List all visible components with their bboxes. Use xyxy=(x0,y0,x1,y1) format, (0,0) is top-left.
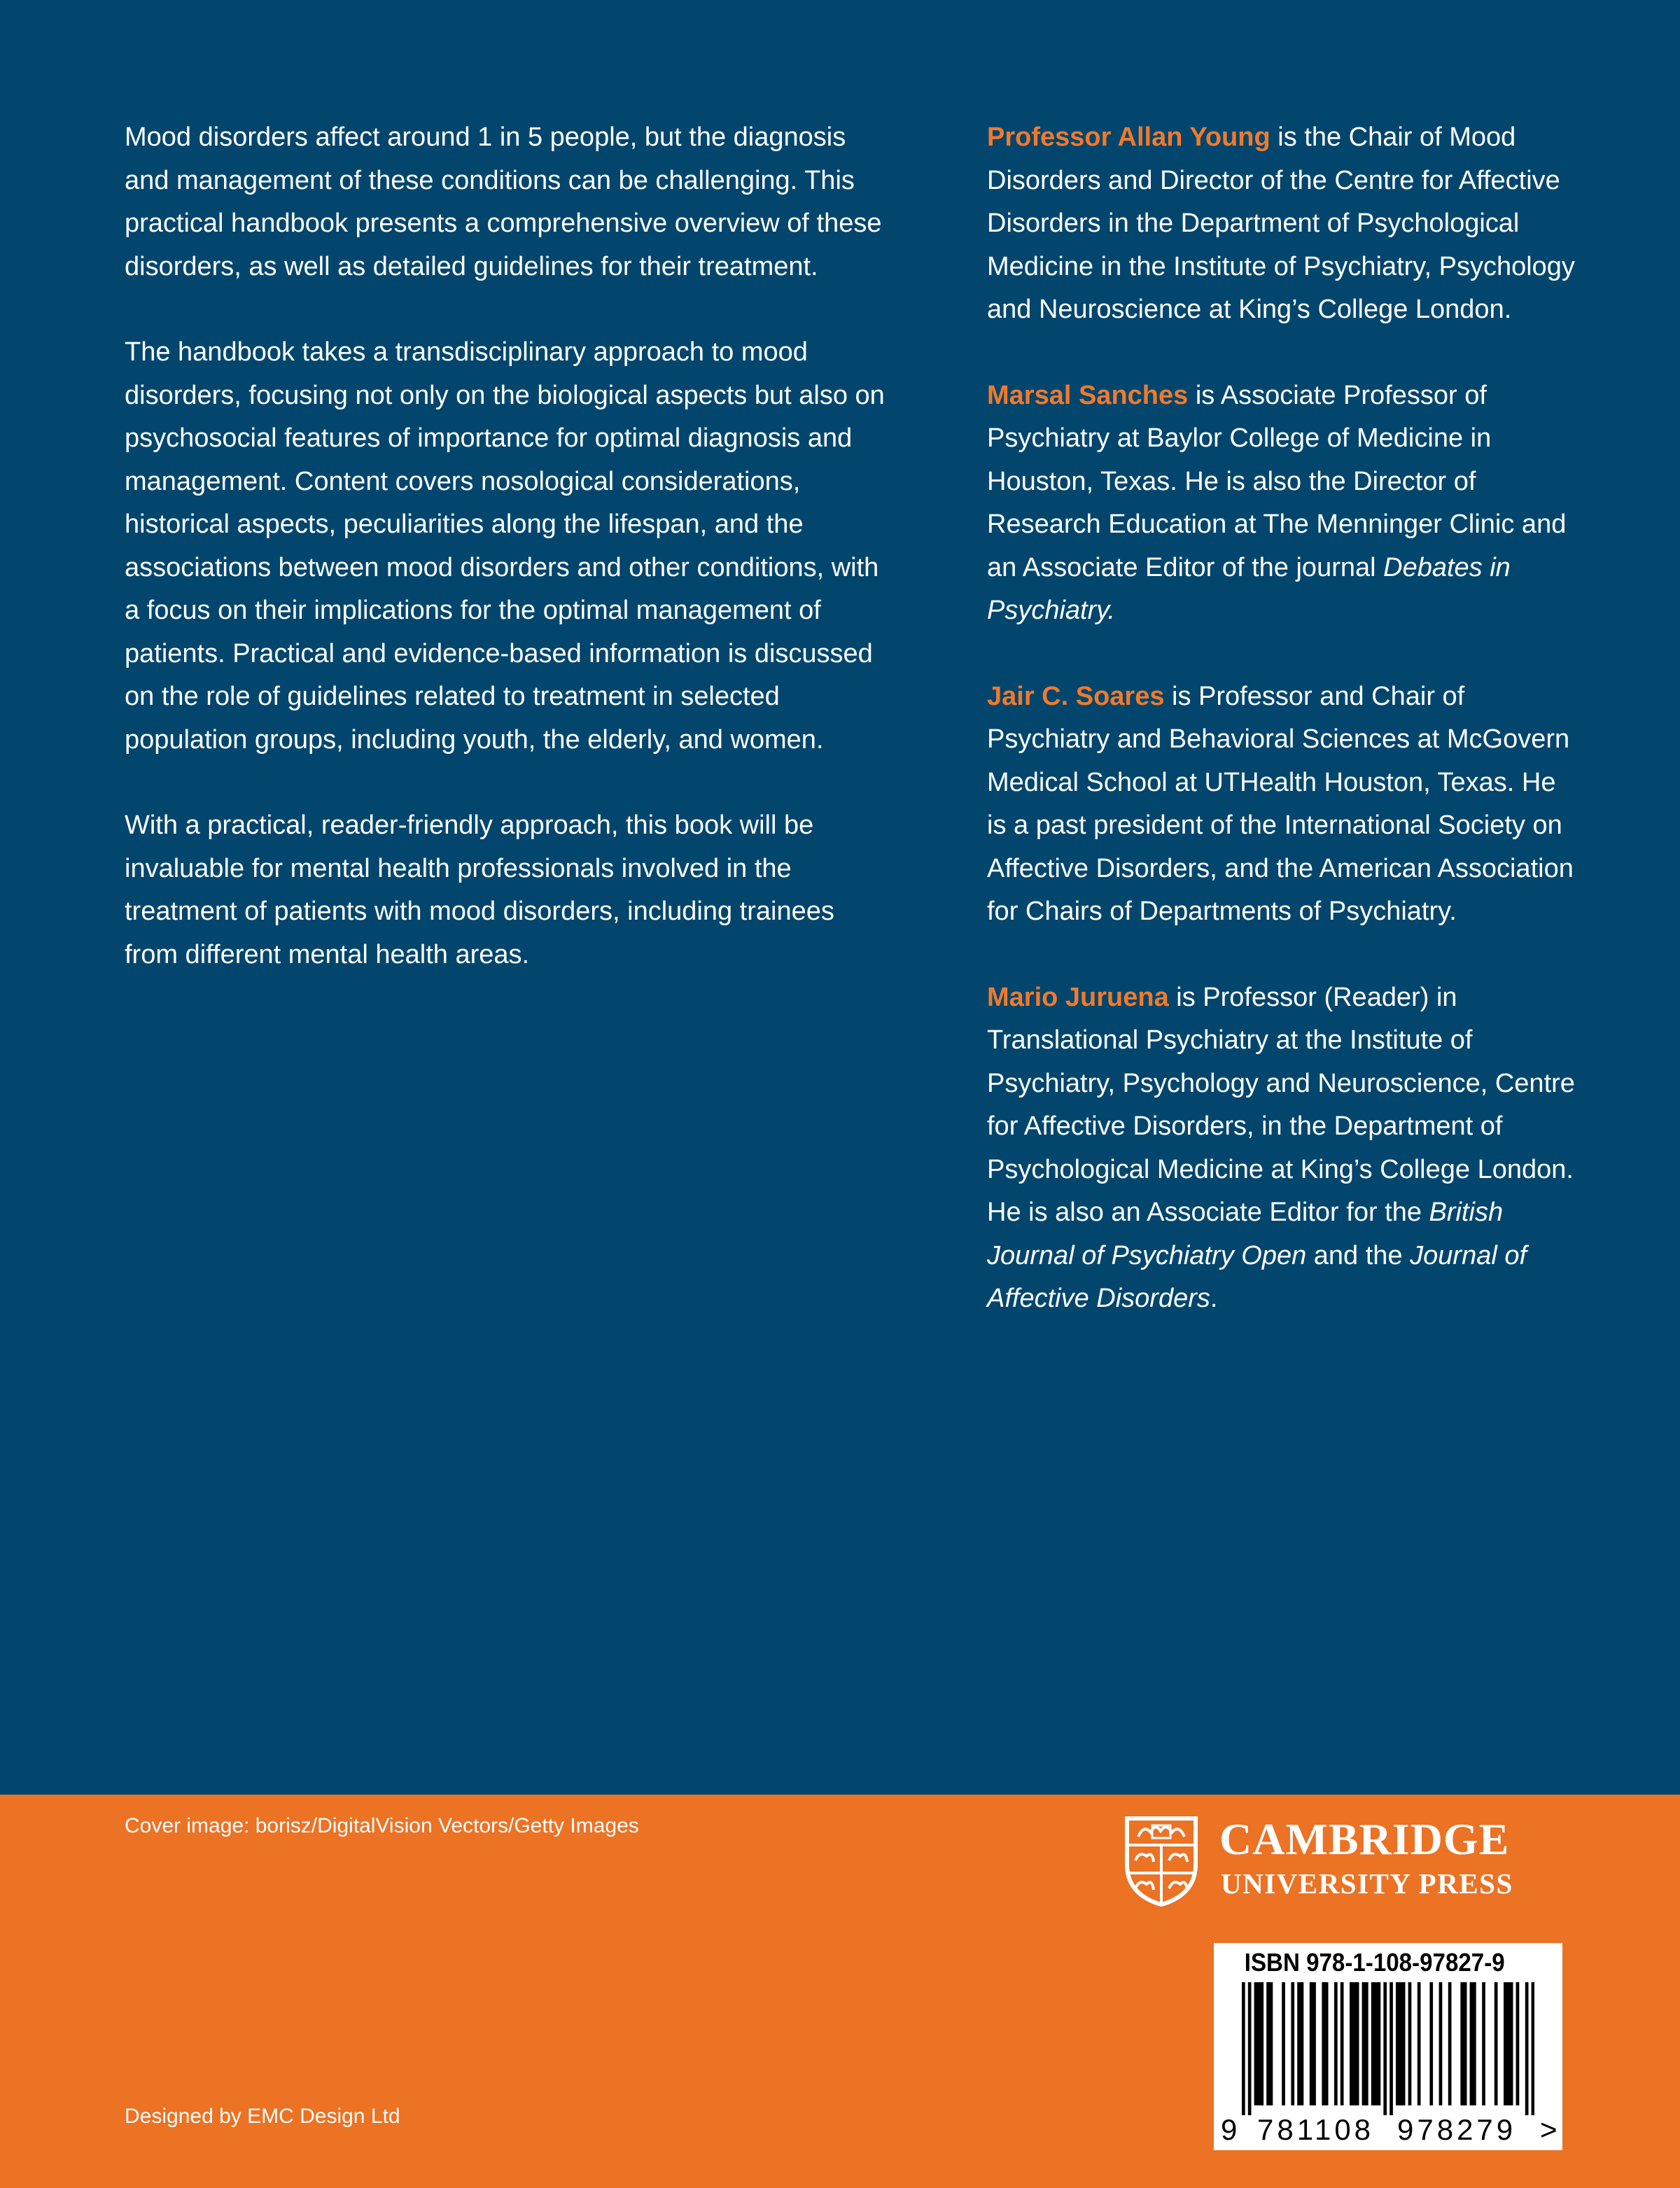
author-bio-text: is the Chair of Mood Disorders and Director of the Centre for Affective Disorders in the Department of Psychological Medicine in the Institute of Psychiatry, Psychology and Neuroscience at King’s College London. xyxy=(987,122,1575,324)
barcode-bar xyxy=(1340,1982,1344,2105)
author-bio-jair-soares xyxy=(987,675,1575,934)
barcode-bar xyxy=(1242,1982,1245,2115)
author-name: Marsal Sanches xyxy=(987,380,1189,410)
author-bio-marsal-sanches xyxy=(987,374,1575,633)
barcode-bar xyxy=(1248,1982,1252,2115)
barcode-digit-group-2: 978279 xyxy=(1397,2113,1517,2146)
journal-title: British Journal of Psychiatry Open xyxy=(987,1198,1504,1270)
barcode-bar xyxy=(1418,1982,1421,2105)
barcode-digit-group-1: 781108 xyxy=(1257,2113,1375,2146)
description-paragraph-2: The handbook takes a transdisciplinary approach to mood disorders, focusing not only on the biological aspects but also on psychosocial features of importance for optimal diagnosis and management. Content covers nosological considerations, historical aspects, peculiarities along the lifespan, and the associations between mood disorders and other conditions, with a focus on their implications for the optimal management of patients. Practical and evidence-based information is discussed on the role of guidelines related to treatment in selected population groups, including youth, the elderly, and women. xyxy=(125,337,885,755)
barcode-bar xyxy=(1516,1982,1520,2105)
barcode-bar xyxy=(1482,1982,1485,2105)
barcode-bar xyxy=(1374,1982,1378,2105)
barcode-bar xyxy=(1371,1982,1375,2105)
publisher-name: CAMBRIDGE xyxy=(1219,1814,1510,1864)
barcode-bar xyxy=(1532,1982,1534,2115)
barcode-bar xyxy=(1378,1982,1381,2105)
barcode-bar xyxy=(1282,1982,1285,2105)
barcode-bar xyxy=(1470,1982,1474,2105)
author-bio-text: is Professor and Chair of Psychiatry and Behavioral Sciences at McGovern Medical School at UTHealth Houston, Texas. He is a past president of the International Society on Affective Disorders, and the American Association for Chairs of Departments of Psychiatry. xyxy=(987,681,1574,926)
author-name: Jair C. Soares xyxy=(987,681,1165,711)
barcode-bar xyxy=(1350,1982,1353,2105)
isbn-barcode xyxy=(1214,1943,1562,2150)
barcode-bar xyxy=(1399,1982,1402,2105)
barcode-bar xyxy=(1460,1982,1464,2105)
cover-image-credit: Cover image: borisz/DigitalVision Vectors/Getty Images xyxy=(125,1814,639,1837)
journal-title: Debates in Psychiatry. xyxy=(987,552,1511,625)
description-paragraph-1: Mood disorders affect around 1 in 5 people, but the diagnosis and management of these conditions can be challenging. This practical handbook presents a comprehensive overview of these disorders, as well as detailed guidelines for their treatment. xyxy=(125,122,882,281)
barcode-bar xyxy=(1504,1982,1507,2105)
author-bio-connector: and the xyxy=(1306,1240,1410,1270)
barcode-bar xyxy=(1254,1982,1258,2105)
author-biographies xyxy=(987,116,1575,1363)
barcode-bar xyxy=(1525,1982,1529,2115)
barcode-bar xyxy=(1257,1982,1261,2105)
barcode-bar xyxy=(1352,1982,1356,2105)
publisher-subtitle: UNIVERSITY PRESS xyxy=(1221,1867,1513,1900)
barcode-bar xyxy=(1402,1982,1406,2105)
barcode-bar xyxy=(1429,1982,1433,2105)
barcode-bar xyxy=(1396,1982,1399,2105)
author-bio-end: . xyxy=(1210,1284,1218,1313)
barcode-bar xyxy=(1260,1982,1264,2105)
barcode-bar xyxy=(1510,1982,1513,2105)
barcode-bar xyxy=(1356,1982,1359,2105)
barcode-digit-first: 9 xyxy=(1221,2113,1238,2146)
barcode-bar xyxy=(1473,1982,1476,2105)
book-description xyxy=(125,116,895,1019)
barcode-bar xyxy=(1390,1982,1393,2115)
barcode-bar xyxy=(1383,1982,1387,2115)
barcode-quiet-zone-arrow: > xyxy=(1540,2113,1558,2146)
barcode-bar xyxy=(1408,1982,1412,2105)
barcode-bar xyxy=(1301,1982,1304,2105)
author-name: Mario Juruena xyxy=(987,982,1169,1012)
barcode-bar xyxy=(1464,1982,1467,2105)
barcode-bar xyxy=(1334,1982,1338,2105)
cambridge-university-press-logo xyxy=(1124,1816,1572,1907)
barcode-bar xyxy=(1312,1982,1316,2105)
description-paragraph-3: With a practical, reader-friendly approach, this book will be invaluable for mental health professionals involved in the treatment of patients with mood disorders, including trainees from different mental health areas. xyxy=(125,811,834,969)
barcode-bar xyxy=(1291,1982,1294,2105)
barcode-bar xyxy=(1494,1982,1498,2105)
author-bio-mario-juruena xyxy=(987,976,1575,1321)
barcode-bar xyxy=(1270,1982,1273,2105)
designer-credit: Designed by EMC Design Ltd xyxy=(125,2105,400,2128)
barcode-digits xyxy=(1214,2112,1562,2147)
barcode-bars xyxy=(1242,1982,1534,2115)
barcode-bar xyxy=(1322,1982,1325,2105)
barcode-bar xyxy=(1310,1982,1313,2105)
author-bio-text: is Associate Professor of Psychiatry at Baylor College of Medicine in Houston, Texas. He is also the Director of Research Education at The Menninger Clinic and an Associate Editor of the journal xyxy=(987,380,1567,582)
author-name: Professor Allan Young xyxy=(987,122,1270,152)
author-bio-text: is Professor (Reader) in Translational Psychiatry at the Institute of Psychiatry, Psychology and Neuroscience, Centre for Affective Disorders, in the Department of Psychological Medicine at King’s College London. He is also an Associate Editor for the xyxy=(987,982,1575,1227)
barcode-bar xyxy=(1448,1982,1452,2105)
journal-title: Journal of Affective Disorders xyxy=(987,1240,1527,1313)
barcode-bar xyxy=(1297,1982,1301,2105)
isbn-label: ISBN 978-1-108-97827-9 xyxy=(1244,1948,1505,1977)
barcode-bar xyxy=(1266,1982,1270,2105)
barcode-bar xyxy=(1365,1982,1368,2105)
barcode-bar xyxy=(1439,1982,1443,2105)
author-bio-allan-young xyxy=(987,116,1575,332)
barcode-bar xyxy=(1362,1982,1366,2105)
barcode-bar xyxy=(1325,1982,1329,2105)
cambridge-shield-icon xyxy=(1124,1816,1198,1907)
barcode-bar xyxy=(1506,1982,1510,2105)
